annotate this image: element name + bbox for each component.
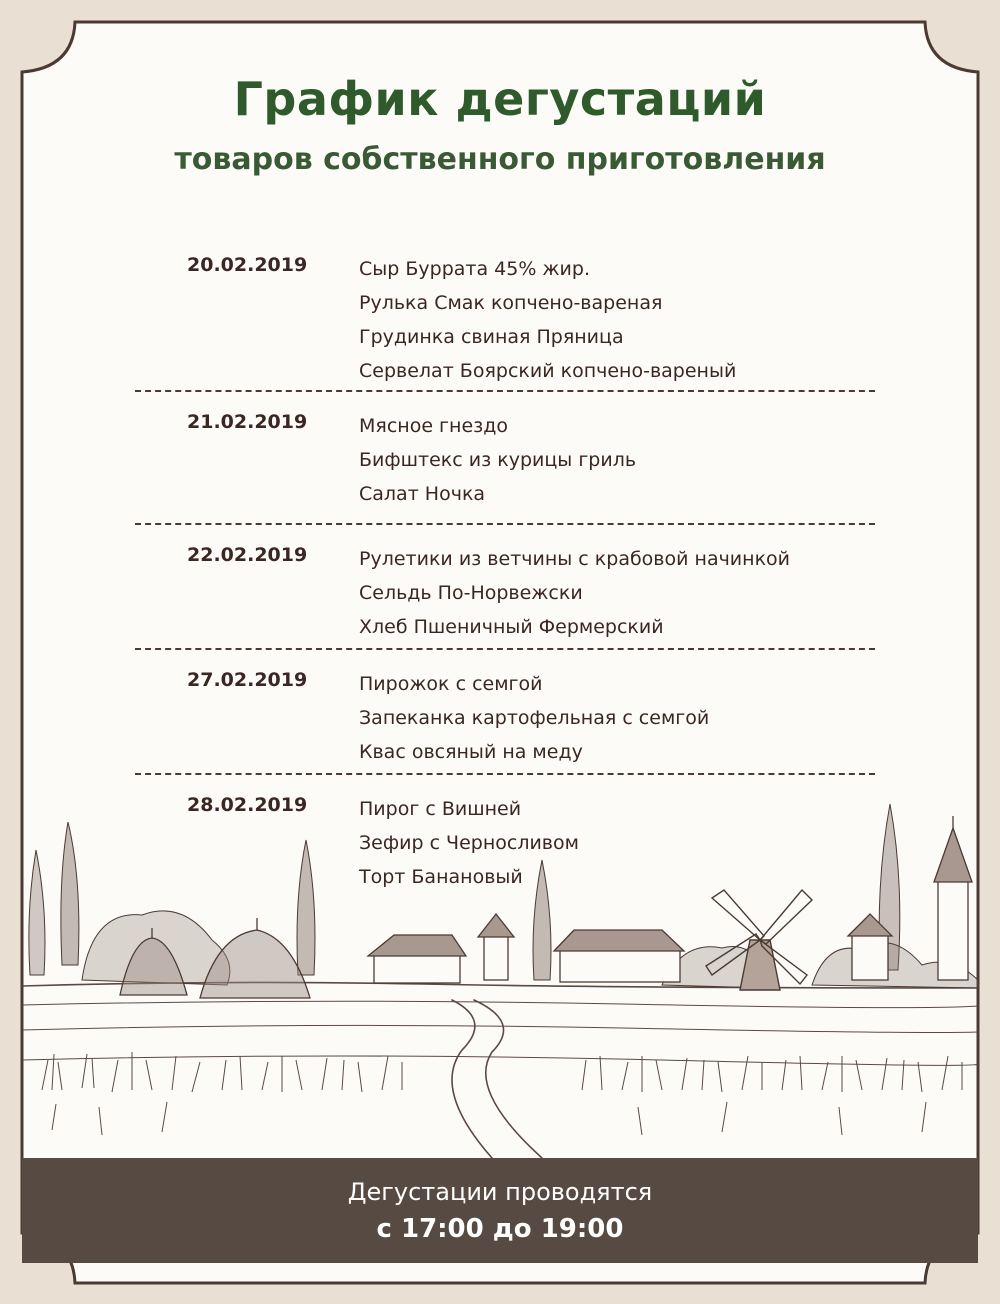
schedule-date: 22.02.2019 xyxy=(187,544,308,566)
product-item: Рулетики из ветчины с крабовой начинкой xyxy=(359,548,791,570)
schedule-day xyxy=(135,252,875,392)
product-list xyxy=(359,409,875,511)
schedule-date: 20.02.2019 xyxy=(187,254,308,276)
schedule-date: 21.02.2019 xyxy=(187,411,308,433)
product-item: Пирог с Вишней xyxy=(359,798,522,820)
schedule-date: 27.02.2019 xyxy=(187,669,308,691)
footer-time: с 17:00 до 19:00 xyxy=(376,1214,624,1244)
page-subtitle: товаров собственного приготовления xyxy=(174,142,826,177)
product-item: Пирожок с семгой xyxy=(359,673,543,695)
page-title: График дегустаций xyxy=(233,72,767,126)
product-item: Торт Банановый xyxy=(359,866,523,888)
product-item: Сельдь По-Норвежски xyxy=(359,582,583,604)
product-item: Рулька Смак копчено-вареная xyxy=(359,292,663,314)
product-item: Зефир с Черносливом xyxy=(359,832,579,854)
product-item: Мясное гнездо xyxy=(359,415,509,437)
schedule-day xyxy=(135,542,875,650)
product-item: Запеканка картофельная с семгой xyxy=(359,707,710,729)
schedule-day xyxy=(135,667,875,775)
schedule-date: 28.02.2019 xyxy=(187,794,308,816)
product-list xyxy=(359,252,875,388)
footer-banner xyxy=(22,1158,978,1263)
product-item: Бифштекс из курицы гриль xyxy=(359,449,637,471)
footer-text: Дегустации проводятся xyxy=(347,1178,653,1206)
product-item: Сервелат Боярский копчено-вареный xyxy=(359,360,737,382)
product-item: Салат Ночка xyxy=(359,483,486,505)
village-landscape-illustration xyxy=(22,790,978,1158)
product-list xyxy=(359,667,875,769)
product-item: Квас овсяный на меду xyxy=(359,741,583,763)
product-item: Сыр Буррата 45% жир. xyxy=(359,258,590,280)
product-list xyxy=(359,542,875,644)
product-item: Хлеб Пшеничный Фермерский xyxy=(359,616,664,638)
product-item: Грудинка свиная Пряница xyxy=(359,326,624,348)
schedule-day xyxy=(135,409,875,525)
